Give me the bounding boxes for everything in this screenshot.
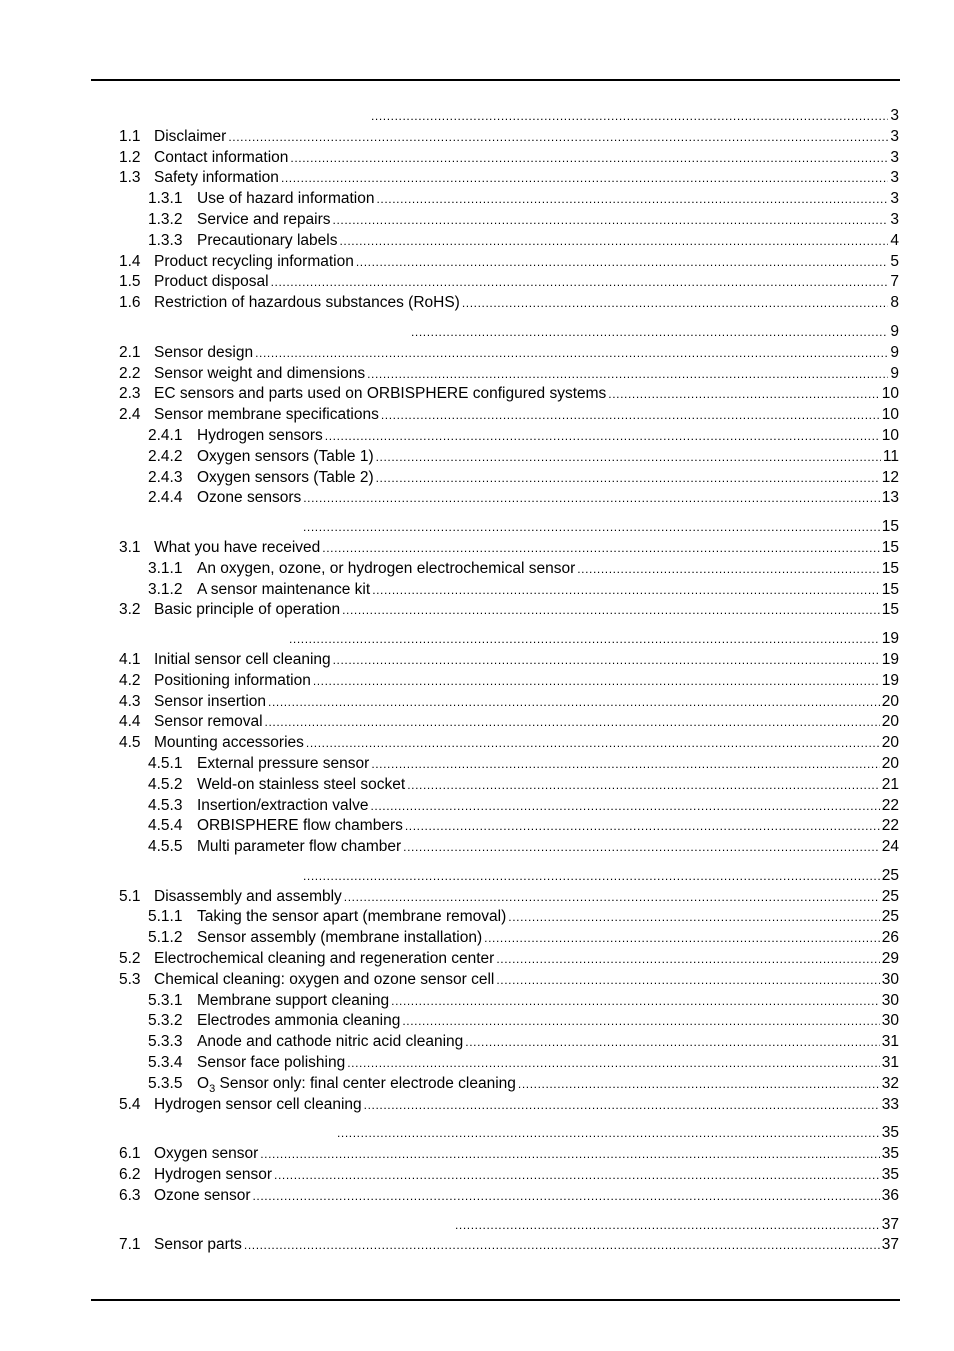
toc-entry[interactable]: [119, 1165, 899, 1186]
toc-entry[interactable]: [119, 189, 899, 210]
toc-page-number: 15: [881, 559, 899, 577]
toc-entry-number: 4.4: [119, 713, 141, 731]
toc-entry-title: Sensor membrane specifications: [154, 406, 379, 424]
toc-entry[interactable]: [119, 991, 899, 1012]
toc-dot-leader: [306, 733, 880, 754]
toc-entry[interactable]: [119, 733, 899, 754]
toc-entry-number: 5.1.1: [148, 908, 183, 926]
toc-page-number: 19: [881, 671, 899, 689]
toc-chapter-entry[interactable]: [119, 322, 899, 343]
toc-page-number: 20: [881, 734, 899, 752]
toc-entry-title: Membrane support cleaning: [197, 991, 390, 1009]
toc-entry[interactable]: [119, 127, 899, 148]
toc-entry-title: Product recycling information: [154, 252, 354, 270]
toc-entry-title: Positioning information: [154, 671, 311, 689]
toc-dot-leader: [274, 1165, 880, 1186]
toc-entry-number: 6.3: [119, 1186, 141, 1204]
toc-entry-number: 4.5.3: [148, 796, 183, 814]
toc-chapter-entry[interactable]: [119, 106, 899, 127]
toc-dot-leader: [253, 1186, 880, 1207]
toc-entry[interactable]: [119, 1074, 899, 1095]
toc-dot-leader: [407, 775, 880, 796]
toc-entry[interactable]: [119, 252, 899, 273]
toc-dot-leader: [290, 148, 888, 169]
toc-entry-number: 5.3.5: [148, 1074, 183, 1092]
toc-dot-leader: [265, 712, 880, 733]
toc-page-number: 25: [881, 908, 899, 926]
toc-entry[interactable]: [119, 949, 899, 970]
toc-entry-title: Oxygen sensors (Table 1): [197, 447, 374, 465]
toc-dot-leader: [372, 580, 880, 601]
toc-page-number: 31: [881, 1054, 899, 1072]
toc-entry-number: 5.2: [119, 950, 141, 968]
toc-page-number: 20: [881, 692, 899, 710]
toc-dot-leader: [342, 600, 880, 621]
toc-dot-leader: [403, 837, 880, 858]
toc-entry-number: 1.3: [119, 169, 141, 187]
toc-entry[interactable]: [119, 928, 899, 949]
toc-dot-leader: [402, 1011, 879, 1032]
toc-entry-number: 5.3.2: [148, 1012, 183, 1030]
toc-dot-leader: [411, 322, 888, 343]
toc-entry-number: 6.2: [119, 1166, 141, 1184]
toc-dot-leader: [370, 796, 879, 817]
toc-entry[interactable]: [119, 650, 899, 671]
toc-entry[interactable]: [119, 692, 899, 713]
toc-entry-title: Disclaimer: [154, 127, 227, 145]
toc-entry-title-part: O: [197, 1074, 210, 1092]
toc-entry-title: Ozone sensor: [154, 1186, 251, 1204]
toc-dot-leader: [303, 488, 880, 509]
toc-entry-title: Hydrogen sensors: [197, 426, 323, 444]
toc-entry[interactable]: [119, 796, 899, 817]
toc-entry-title: Hydrogen sensor cell cleaning: [154, 1095, 362, 1113]
toc-entry-title: Sensor removal: [154, 713, 263, 731]
toc-entry-title: Hydrogen sensor: [154, 1166, 273, 1184]
toc-entry[interactable]: [119, 272, 899, 293]
toc-chapter-entry[interactable]: [119, 1123, 899, 1144]
toc-page-number: 10: [881, 385, 899, 403]
toc-page-number: 9: [890, 343, 899, 361]
toc-entry-number: 4.3: [119, 692, 141, 710]
toc-entry-title: [197, 1074, 518, 1095]
toc-dot-leader: [465, 1032, 879, 1053]
header-rule: [91, 79, 900, 81]
toc-entry-number: 2.3: [119, 385, 141, 403]
toc-chapter-entry[interactable]: [119, 517, 899, 538]
toc-entry[interactable]: [119, 837, 899, 858]
toc-entry-title: Chemical cleaning: oxygen and ozone sensor cell: [154, 970, 495, 988]
toc-entry[interactable]: [119, 816, 899, 837]
toc-page-number: 3: [890, 107, 899, 124]
toc-dot-leader: [455, 1215, 880, 1236]
toc-entry-number: 3.2: [119, 601, 141, 619]
toc-page-number: 30: [881, 991, 899, 1009]
toc-dot-leader: [496, 949, 879, 970]
toc-page-number: 30: [881, 1012, 899, 1030]
toc-entry[interactable]: [119, 364, 899, 385]
toc-entry-title: An oxygen, ozone, or hydrogen electrochemical sensor: [197, 559, 576, 577]
toc-dot-leader: [381, 405, 880, 426]
toc-entry[interactable]: [119, 488, 899, 509]
toc-entry-number: 2.4: [119, 406, 141, 424]
toc-entry[interactable]: [119, 887, 899, 908]
toc-entry-number: 2.4.3: [148, 468, 183, 486]
toc-entry[interactable]: [119, 538, 899, 559]
toc-entry-title: Sensor assembly (membrane installation): [197, 929, 483, 947]
toc-entry-subscript: 3: [209, 1082, 216, 1095]
toc-page-number: 8: [890, 294, 899, 312]
toc-page-number: 24: [881, 838, 899, 856]
toc-entry[interactable]: [119, 1011, 899, 1032]
toc-page-number: 31: [881, 1033, 899, 1051]
toc-page-number: 35: [881, 1166, 899, 1184]
toc-page-number: 19: [881, 630, 899, 648]
toc-dot-leader: [356, 252, 889, 273]
toc-entry-number: 2.2: [119, 364, 141, 382]
toc-entry-number: 5.3: [119, 970, 141, 988]
toc-chapter-entry[interactable]: [119, 866, 899, 887]
toc-dot-leader: [347, 1053, 880, 1074]
toc-dot-leader: [371, 754, 879, 775]
toc-entry-title: Electrochemical cleaning and regeneration center: [154, 950, 495, 968]
toc-page-number: 3: [890, 127, 899, 145]
toc-entry-number: 6.1: [119, 1145, 141, 1163]
toc-entry-number: 5.1.2: [148, 929, 183, 947]
toc-dot-leader: [484, 928, 880, 949]
footer-rule: [91, 1299, 900, 1301]
toc-chapter-entry[interactable]: [119, 1215, 899, 1236]
toc-entry-title: ORBISPHERE flow chambers: [197, 817, 403, 835]
toc-page-number: 11: [882, 447, 899, 465]
toc-entry-number: 2.4.2: [148, 447, 183, 465]
toc-entry-title: External pressure sensor: [197, 754, 370, 772]
toc-page-number: 9: [890, 364, 899, 382]
toc-dot-leader: [268, 692, 880, 713]
toc-entry-number: 4.5.2: [148, 775, 183, 793]
toc-dot-leader: [325, 426, 880, 447]
toc-entry-title: Disassembly and assembly: [154, 887, 342, 905]
toc-chapter-entry[interactable]: [119, 629, 899, 650]
toc-dot-leader: [337, 1123, 880, 1144]
toc-entry[interactable]: [119, 1186, 899, 1207]
toc-page-number: 4: [890, 231, 899, 249]
toc-entry-number: 3.1.2: [148, 580, 183, 598]
toc-entry[interactable]: [119, 600, 899, 621]
toc-entry[interactable]: [119, 1144, 899, 1165]
toc-entry[interactable]: [119, 231, 899, 252]
toc-dot-leader: [367, 364, 888, 385]
toc-page-number: 10: [881, 426, 899, 444]
toc-entry[interactable]: [119, 426, 899, 447]
toc-entry-title: Oxygen sensors (Table 2): [197, 468, 374, 486]
toc-page-number: 25: [881, 887, 899, 905]
toc-page-number: 3: [890, 190, 899, 208]
toc-entry-title: Product disposal: [154, 273, 269, 291]
toc-entry-title: Initial sensor cell cleaning: [154, 650, 331, 668]
toc-entry-title: Mounting accessories: [154, 734, 304, 752]
toc-dot-leader: [303, 517, 880, 538]
toc-entry-title: Safety information: [154, 169, 279, 187]
toc-entry-title: Multi parameter flow chamber: [197, 838, 402, 856]
toc-entry[interactable]: [119, 384, 899, 405]
toc-entry[interactable]: [119, 168, 899, 189]
toc-entry-number: 2.4.4: [148, 489, 183, 507]
toc-dot-leader: [577, 559, 880, 580]
toc-entry-number: 1.1: [119, 127, 141, 145]
toc-entry-title: Electrodes ammonia cleaning: [197, 1012, 401, 1030]
toc-entry[interactable]: [119, 1235, 899, 1256]
toc-page-number: 20: [881, 754, 899, 772]
toc-entry-title: Contact information: [154, 148, 289, 166]
toc-entry-number: 2.4.1: [148, 426, 183, 444]
toc-entry-number: 5.3.4: [148, 1054, 183, 1072]
toc-page-number: 21: [881, 775, 899, 793]
toc-entry[interactable]: [119, 468, 899, 489]
toc-dot-leader: [255, 343, 888, 364]
toc-entry-title: Use of hazard information: [197, 190, 375, 208]
toc-page-number: 3: [890, 148, 899, 166]
toc-page-number: 22: [881, 817, 899, 835]
toc-entry-number: 5.1: [119, 887, 141, 905]
toc-entry-number: 1.6: [119, 294, 141, 312]
toc-dot-leader: [322, 538, 879, 559]
toc-entry-number: 3.1.1: [148, 559, 183, 577]
toc-entry-number: 1.3.1: [148, 190, 183, 208]
toc-dot-leader: [333, 210, 889, 231]
toc-page-number: 25: [881, 866, 899, 884]
toc-entry[interactable]: [119, 712, 899, 733]
toc-entry-number: 3.1: [119, 538, 141, 556]
toc-entry[interactable]: [119, 343, 899, 364]
toc-page-number: 29: [881, 950, 899, 968]
toc-entry-number: 4.1: [119, 650, 141, 668]
toc-entry[interactable]: [119, 559, 899, 580]
toc-entry-title: Anode and cathode nitric acid cleaning: [197, 1033, 464, 1051]
toc-dot-leader: [281, 168, 888, 189]
toc-entry-number: 1.5: [119, 273, 141, 291]
toc-dot-leader: [376, 189, 888, 210]
toc-entry-number: 1.2: [119, 148, 141, 166]
toc-entry[interactable]: [119, 210, 899, 231]
toc-page-number: 15: [881, 538, 899, 556]
toc-entry-title: Precautionary labels: [197, 231, 338, 249]
toc-entry[interactable]: [119, 671, 899, 692]
toc-dot-leader: [518, 1074, 880, 1095]
toc-dot-leader: [391, 991, 880, 1012]
toc-entry-title: Weld-on stainless steel socket: [197, 775, 406, 793]
toc-entry-number: 5.3.1: [148, 991, 183, 1009]
toc-entry-title: EC sensors and parts used on ORBISPHERE configured systems: [154, 385, 607, 403]
toc-entry[interactable]: [119, 1095, 899, 1116]
toc-page-number: 3: [890, 169, 899, 187]
toc-page-number: 35: [881, 1145, 899, 1163]
toc-page-number: 26: [881, 929, 899, 947]
toc-entry[interactable]: [119, 1032, 899, 1053]
toc-page-number: 12: [881, 468, 899, 486]
toc-dot-leader: [303, 866, 880, 887]
toc-dot-leader: [462, 293, 889, 314]
toc-entry-title: Service and repairs: [197, 210, 331, 228]
toc-entry-title: Restriction of hazardous substances (RoHS): [154, 294, 460, 312]
toc-page-number: 32: [881, 1074, 899, 1092]
toc-dot-leader: [289, 629, 880, 650]
toc-entry-number: 5.3.3: [148, 1033, 183, 1051]
toc-entry-title: What you have received: [154, 538, 321, 556]
toc-dot-leader: [244, 1235, 880, 1256]
toc-entry-number: 4.2: [119, 671, 141, 689]
toc-entry-number: 2.1: [119, 343, 141, 361]
toc-page-number: 22: [881, 796, 899, 814]
toc-entry-number: 1.3.2: [148, 210, 183, 228]
toc-entry-title: A sensor maintenance kit: [197, 580, 371, 598]
toc-entry-title: Basic principle of operation: [154, 601, 341, 619]
toc-entry-title: Taking the sensor apart (membrane removal): [197, 908, 507, 926]
toc-entry-title-part: Sensor only: final center electrode cleaning: [215, 1074, 516, 1092]
toc-entry[interactable]: [119, 293, 899, 314]
toc-page-number: 13: [881, 489, 899, 507]
toc-entry[interactable]: [119, 775, 899, 796]
toc-dot-leader: [496, 970, 879, 991]
toc-page-number: 20: [881, 713, 899, 731]
toc-entry[interactable]: [119, 907, 899, 928]
toc-dot-leader: [333, 650, 880, 671]
toc-entry-number: 7.1: [119, 1236, 141, 1254]
table-of-contents: [119, 106, 899, 1256]
toc-entry-number: 4.5.1: [148, 754, 183, 772]
toc-entry-title: Sensor design: [154, 343, 254, 361]
toc-page-number: 36: [881, 1186, 899, 1204]
toc-dot-leader: [405, 816, 880, 837]
toc-dot-leader: [376, 468, 880, 489]
toc-dot-leader: [260, 1144, 880, 1165]
toc-dot-leader: [608, 384, 879, 405]
toc-entry-title: Oxygen sensor: [154, 1145, 259, 1163]
toc-entry[interactable]: [119, 1053, 899, 1074]
toc-page-number: 10: [881, 406, 899, 424]
toc-entry-title: Sensor parts: [154, 1236, 242, 1254]
toc-dot-leader: [228, 127, 888, 148]
toc-page-number: 5: [890, 252, 899, 270]
toc-page-number: 37: [881, 1215, 899, 1233]
toc-page-number: 15: [881, 601, 899, 619]
toc-entry-number: 1.3.3: [148, 231, 183, 249]
toc-dot-leader: [313, 671, 880, 692]
toc-dot-leader: [508, 907, 879, 928]
toc-entry-number: 4.5.4: [148, 817, 183, 835]
toc-entry[interactable]: [119, 970, 899, 991]
toc-dot-leader: [371, 106, 888, 127]
toc-dot-leader: [376, 447, 881, 468]
toc-dot-leader: [271, 272, 889, 293]
toc-entry[interactable]: [119, 405, 899, 426]
toc-entry[interactable]: [119, 754, 899, 775]
toc-page-number: 30: [881, 970, 899, 988]
toc-dot-leader: [339, 231, 888, 252]
toc-page-number: 35: [881, 1124, 899, 1142]
toc-entry-title: Sensor insertion: [154, 692, 267, 710]
toc-entry-number: 1.4: [119, 252, 141, 270]
toc-page-number: 7: [890, 273, 899, 291]
toc-entry-number: 4.5: [119, 734, 141, 752]
toc-entry-title: Sensor weight and dimensions: [154, 364, 366, 382]
toc-dot-leader: [364, 1095, 880, 1116]
toc-page-number: 19: [881, 650, 899, 668]
toc-page-number: 9: [890, 322, 899, 340]
toc-page-number: 15: [881, 580, 899, 598]
toc-entry-title: Insertion/extraction valve: [197, 796, 369, 814]
toc-entry-title: Sensor face polishing: [197, 1054, 346, 1072]
toc-entry[interactable]: [119, 580, 899, 601]
toc-entry-number: 4.5.5: [148, 838, 183, 856]
toc-entry[interactable]: [119, 447, 899, 468]
toc-entry-number: 5.4: [119, 1095, 141, 1113]
toc-page-number: 33: [881, 1095, 899, 1113]
toc-page-number: 37: [881, 1236, 899, 1254]
toc-entry[interactable]: [119, 148, 899, 169]
toc-entry-title: Ozone sensors: [197, 489, 302, 507]
toc-page-number: 3: [890, 210, 899, 228]
toc-page-number: 15: [881, 518, 899, 536]
toc-dot-leader: [344, 887, 880, 908]
